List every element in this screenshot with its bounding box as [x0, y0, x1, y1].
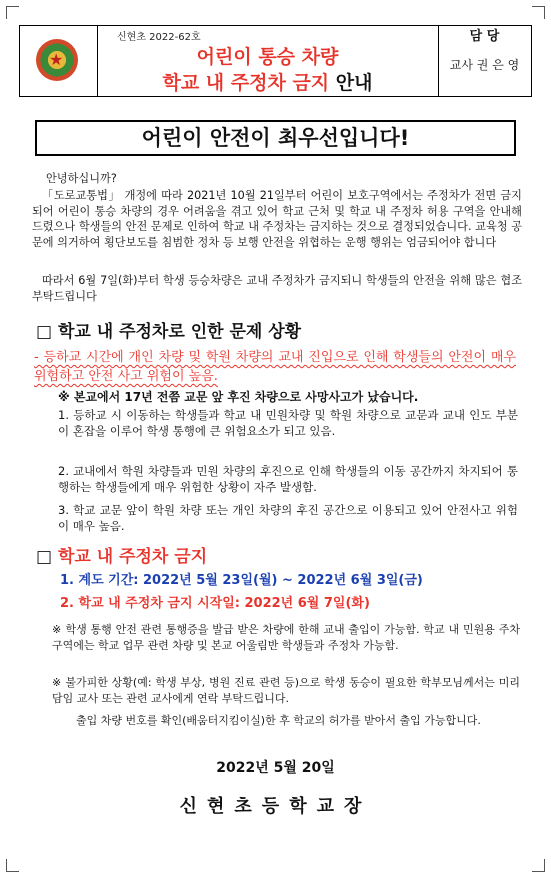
title-red-text: 학교 내 주정차 금지: [162, 72, 330, 94]
principal-signature: 신현초등학교장: [179, 796, 372, 817]
intro-paragraph-2: 따라서 6월 7일(화)부터 학생 등승차량은 교내 주정차가 금지되니 학생들의 안전을 위해 많은 협조 부탁드립니다: [32, 274, 522, 303]
page-corner-mark: [6, 6, 19, 19]
section-2-heading: [36, 542, 207, 567]
greeting: 안녕하십니까?: [46, 172, 117, 185]
issue-date: 2022년 5월 20일: [216, 760, 335, 776]
emblem-star-icon: ★: [49, 50, 64, 69]
page-corner-mark: [532, 859, 545, 872]
section-1-item-1: 1. 등하교 시 이동하는 학생들과 학교 내 민원차량 및 학원 차량으로 교문과 교내 인도 부분이 혼잡을 이루어 학생 통행에 큰 위험요소가 되고 있음.: [58, 408, 518, 438]
approval-label: 담 당: [469, 29, 500, 44]
page-corner-mark: [532, 6, 545, 19]
page-corner-mark: [6, 859, 19, 872]
teacher-name: 교사 권 은 영: [449, 58, 520, 72]
section-1-item-2: 2. 교내에서 학원 차량들과 민원 차량의 후진으로 인해 학생들의 이동 공간까지 차지되어 통행하는 학생들에게 매우 위험한 상황이 자주 발생함.: [58, 464, 518, 494]
section-1-note: ※ 본교에서 17년 전쯤 교문 앞 후진 차량으로 사망사고가 났습니다.: [58, 390, 419, 404]
entry-note: 출입 차량 번호를 확인(배움터지킴이실)한 후 학교의 허가를 받아서 출입 가능합니다.: [76, 714, 481, 727]
document-header: [19, 25, 532, 97]
period-line: 1. 계도 기간: 2022년 5월 23일(월) ~ 2022년 6월 3일(금): [60, 573, 423, 588]
headline-banner: 어린이 안전이 최우선입니다!: [35, 120, 516, 156]
title-black-text: 안내: [329, 72, 373, 94]
section-1-item-3: 3. 학교 교문 앞이 학원 차량 또는 개인 차량의 후진 공간으로 이용되고 있어 안전사고 위험이 매우 높음.: [58, 503, 518, 533]
permit-note: ※ 학생 통행 안전 관련 통행증을 발급 받은 차량에 한해 교내 출입이 가능함. 학교 내 민원용 주차구역에는 학교 업무 관련 차량 및 본교 어울림반 학생들과 주정차 가능함.: [52, 623, 520, 652]
title-cell: [97, 26, 439, 96]
section-1-heading: □ 학교 내 주정차로 인한 문제 상황: [36, 322, 302, 342]
section-1-lead: - 등하교 시간에 개인 차량 및 학원 차량의 교내 진입으로 인해 학생들의 안전이 매우 위험하고 안전 사고 위험이 높음.: [34, 350, 516, 384]
exception-note: ※ 불가피한 상황(예: 학생 부상, 병원 진료 관련 등)으로 학생 동승이 필요한 학부모님께서는 미리 담임 교사 또는 관련 교사에게 연락 부탁드립니다.: [52, 676, 520, 705]
title-line-1: 어린이 통승 차량: [196, 46, 339, 68]
logo-cell: [20, 26, 98, 96]
start-date-line: 2. 학교 내 주정차 금지 시작일: 2022년 6월 7일(화): [60, 596, 370, 611]
approval-cell: [438, 26, 531, 96]
section-2-title: 학교 내 주정차 금지: [57, 547, 208, 567]
document-number: 신현초 2022-62호: [117, 32, 201, 43]
title-line-2: [97, 68, 438, 95]
section-2-box: □: [36, 547, 53, 567]
intro-paragraph-1: 「도로교통법」 개정에 따라 2021년 10월 21일부터 어린이 보호구역에서는 주정차가 전면 금지되어 어린이 통승 차량의 경우 어려움을 겪고 있어 학교 근처 및 학교 내 주정차 허용 구역을 안내해 드렸으나 학생들의 안전 문제로 인하여 학교 내 주정차는 금지하는 것으로 결정되었습니다. 교육청 공문에 의거하여 횡단보도를 침범한 정차 등 보행 안전을 위협하는 운행 행위는 엄금되어야 합니다: [32, 189, 522, 249]
